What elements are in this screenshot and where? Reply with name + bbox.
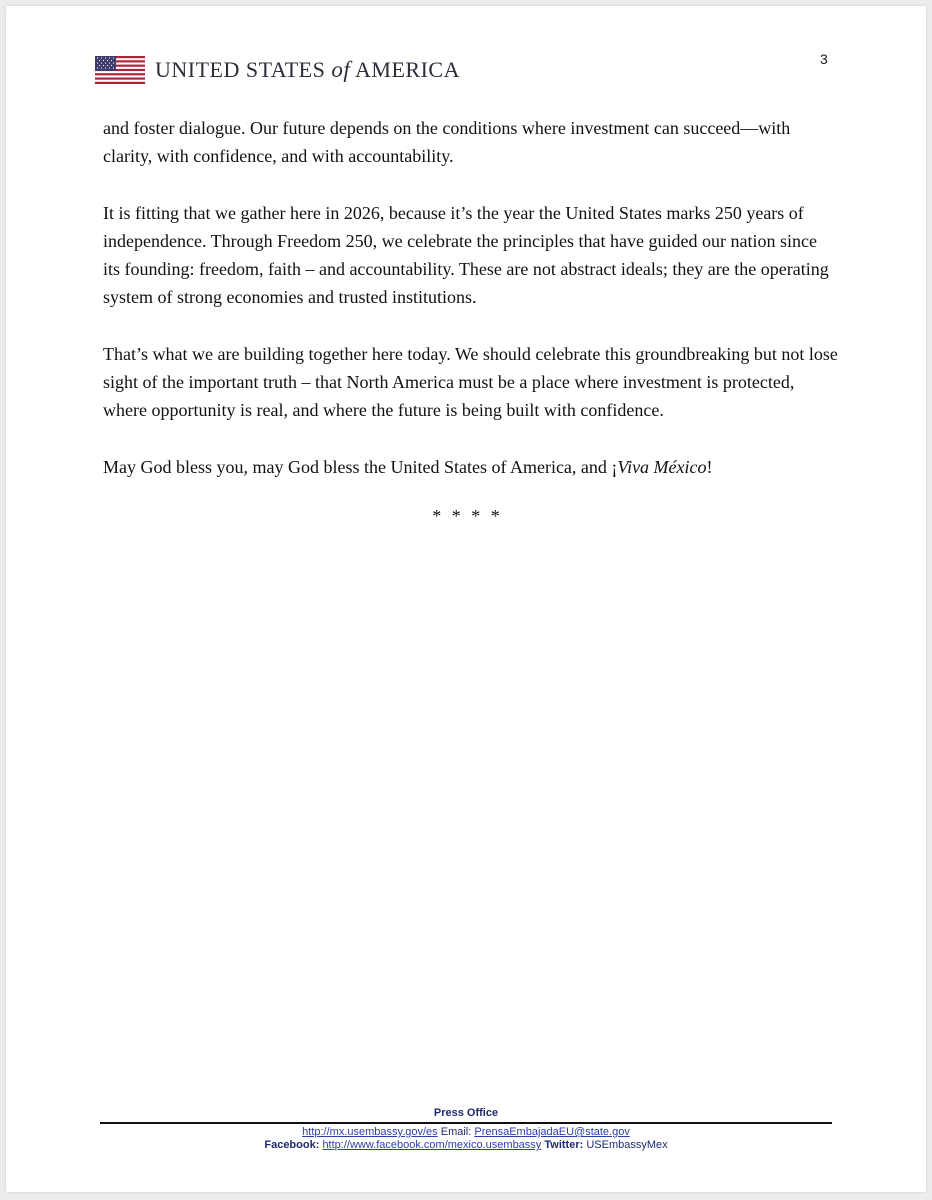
- closing-paragraph: [103, 453, 838, 481]
- twitter-handle: USEmbassyMex: [586, 1139, 668, 1151]
- facebook-label: Facebook:: [264, 1139, 320, 1151]
- document-page: [6, 6, 926, 1192]
- us-flag-icon: [95, 56, 145, 84]
- closing-italic: Viva México: [617, 456, 707, 477]
- letterhead-title-of: of: [331, 57, 351, 82]
- closing-suffix: !: [706, 456, 713, 477]
- page-number: 3: [820, 51, 828, 67]
- footer-divider: [100, 1122, 832, 1124]
- letterhead-title-part1: UNITED STATES: [155, 57, 332, 82]
- letterhead-title-part2: AMERICA: [350, 57, 460, 82]
- footer: [100, 1106, 832, 1152]
- email-label: Email:: [440, 1126, 472, 1138]
- website-link[interactable]: http://mx.usembassy.gov/es: [302, 1126, 438, 1138]
- letterhead-title: [155, 57, 460, 83]
- facebook-link[interactable]: http://www.facebook.com/mexico.usembassy: [322, 1139, 542, 1151]
- paragraph: and foster dialogue. Our future depends on the conditions where investment can succeed—with clarity, with confidence, and with accountability.: [103, 118, 791, 167]
- body-text: [103, 114, 838, 509]
- twitter-label: Twitter:: [544, 1139, 584, 1151]
- email-link[interactable]: PrensaEmbajadaEU@state.gov: [474, 1126, 630, 1138]
- section-separator: * * * *: [432, 506, 500, 526]
- paragraph: That’s what we are building together here today. We should celebrate this groundbreaking but not lose sight of the important truth – that North America must be a place where investment is protected, where opportunity is real, and where the future is being built with confidence.: [103, 343, 838, 421]
- letterhead: [95, 56, 460, 84]
- footer-social-line: [100, 1139, 832, 1152]
- closing-text: May God bless you, may God bless the United States of America, and ¡: [103, 456, 618, 477]
- footer-office: Press Office: [433, 1107, 499, 1119]
- footer-contact-line: [100, 1126, 832, 1139]
- paragraph: It is fitting that we gather here in 2026, because it’s the year the United States marks 250 years of independence. Through Freedom 250, we celebrate the principles that have guided our nation since its founding: freedom, faith – and accountability. These are not abstract ideals; they are the operating system of strong economies and trusted institutions.: [103, 202, 829, 308]
